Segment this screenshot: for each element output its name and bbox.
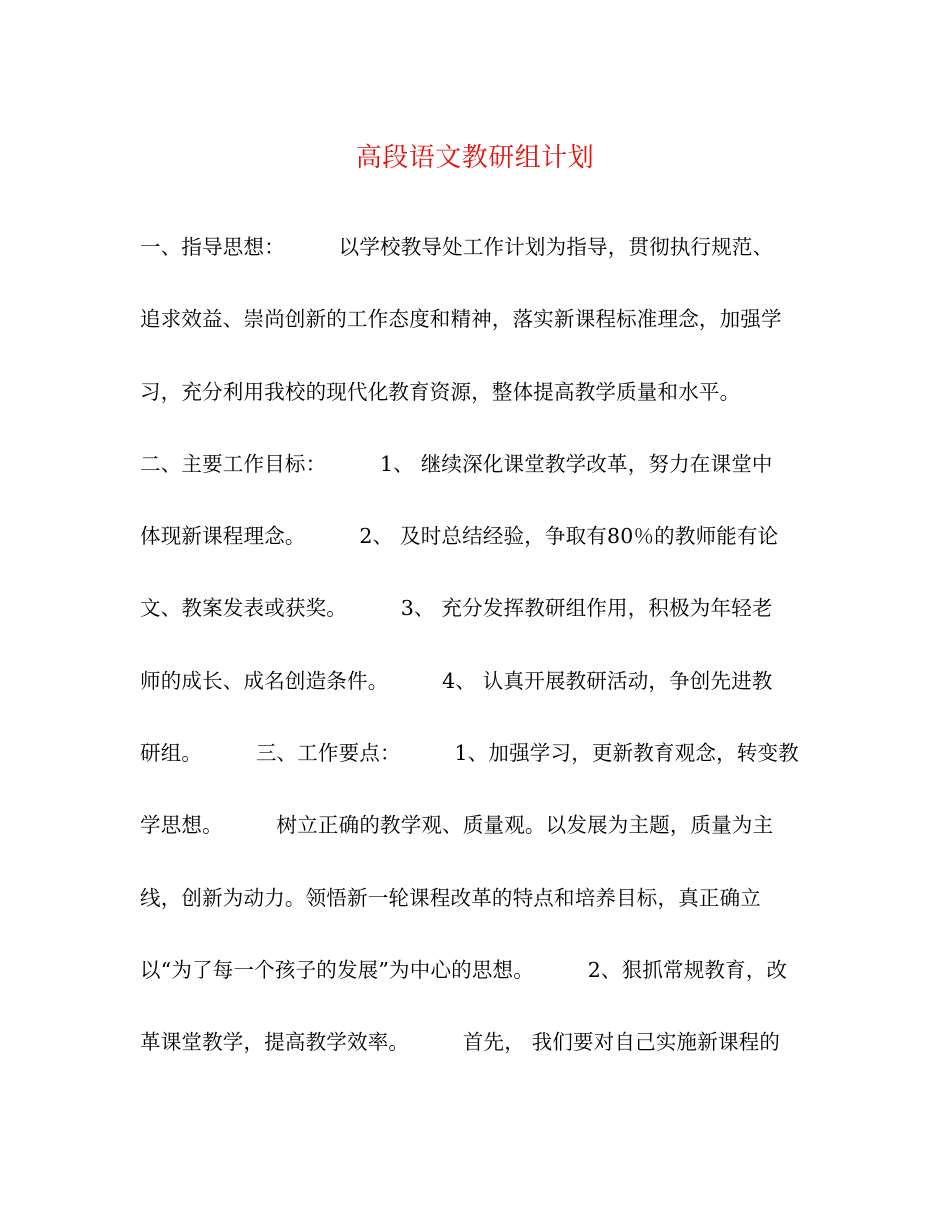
body-line-5: 体现新课程理念。 2、 及时总结经验，争取有80％的教师能有论 [140,524,779,549]
body-line-1: 一、指导思想： 以学校教导处工作计划为指导，贯彻执行规范、 [140,235,774,259]
body-line-8: 研组。 三、工作要点： 1、加强学习，更新教育观念，转变教 [140,741,799,766]
body-line-7: 师的成长、成名创造条件。 4、 认真开展教研活动，争创先进教 [140,668,773,693]
body-line-4: 二、主要工作目标： 1、 继续深化课堂教学改革，努力在课堂中 [140,451,773,476]
body-line-9: 学思想。 树立正确的教学观、质量观。以发展为主题，质量为主 [140,813,774,838]
body-line-11: 以“为了每一个孩子的发展”为中心的思想。 2、狠抓常规教育，改 [140,957,788,982]
body-line-3: 习，充分利用我校的现代化教育资源，整体提高教学质量和水平。 [140,379,741,404]
body-line-6: 文、教案发表或获奖。 3、 充分发挥教研组作用，积极为年轻老 [140,596,773,621]
body-line-12: 革课堂教学，提高教学效率。 首先， 我们要对自己实施新课程的 [140,1030,781,1055]
body-line-2: 追求效益、崇尚创新的工作态度和精神，落实新课程标准理念，加强学 [140,307,782,332]
body-line-10: 线，创新为动力。领悟新一轮课程改革的特点和培养目标，真正确立 [140,885,761,910]
document-body [140,232,820,1100]
document-title: 高段语文教研组计划 [355,143,595,173]
